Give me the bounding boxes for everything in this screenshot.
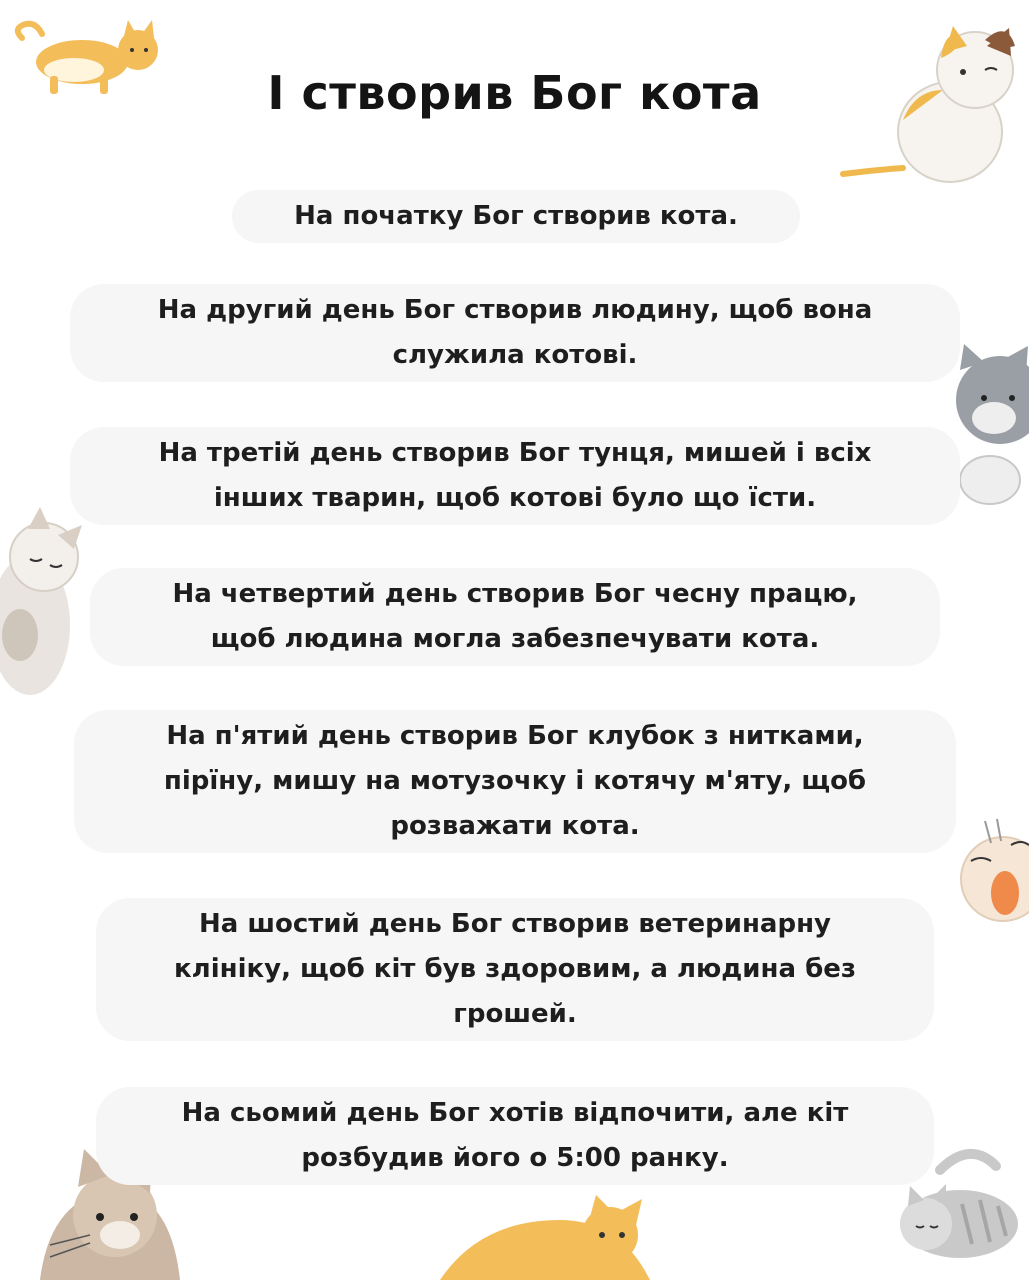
paragraph-day-3 bbox=[70, 427, 960, 525]
paragraph-day-1 bbox=[232, 190, 800, 243]
paragraph-line: служила котові. bbox=[392, 340, 638, 370]
paragraph-line: На третій день створив Бог тунця, мишей і всіх bbox=[158, 438, 872, 468]
paragraph-line: На сьомий день Бог хотів відпочити, але кіт bbox=[181, 1098, 849, 1128]
paragraph-line: На шостий день Бог створив ветеринарну bbox=[199, 909, 831, 939]
paragraph-line: На п'ятий день створив Бог клубок з нитками, bbox=[166, 721, 864, 751]
paragraph-line: щоб людина могла забезпечувати кота. bbox=[210, 624, 820, 654]
paragraph-line: інших тварин, щоб котові було що їсти. bbox=[213, 483, 817, 513]
paragraph-line: розбудив його о 5:00 ранку. bbox=[301, 1143, 729, 1173]
paragraph-day-6 bbox=[96, 898, 934, 1041]
paragraph-line: клініку, щоб кіт був здоровим, а людина без bbox=[174, 954, 856, 984]
sleeping-cat-illustration bbox=[0, 505, 90, 705]
paragraph-day-4 bbox=[90, 568, 940, 666]
paragraph-line: На другий день Бог створив людину, щоб вона bbox=[157, 295, 873, 325]
paragraph-day-7 bbox=[96, 1087, 934, 1185]
paragraph-line: пірїну, мишу на мотузочку і котячу м'яту, щоб bbox=[163, 766, 867, 796]
orange-cat-bottom-illustration bbox=[430, 1195, 670, 1280]
paragraph-line: На початку Бог створив кота. bbox=[294, 201, 738, 231]
paragraph-line: розважати кота. bbox=[390, 811, 640, 841]
paragraph-day-2 bbox=[70, 284, 960, 382]
page-title: І створив Бог кота bbox=[267, 66, 762, 120]
paragraph-line: грошей. bbox=[453, 999, 577, 1029]
yawning-cat-illustration bbox=[945, 815, 1029, 945]
paragraph-line: На четвертий день створив Бог чесну працю, bbox=[172, 579, 858, 609]
paragraph-day-5 bbox=[74, 710, 956, 853]
